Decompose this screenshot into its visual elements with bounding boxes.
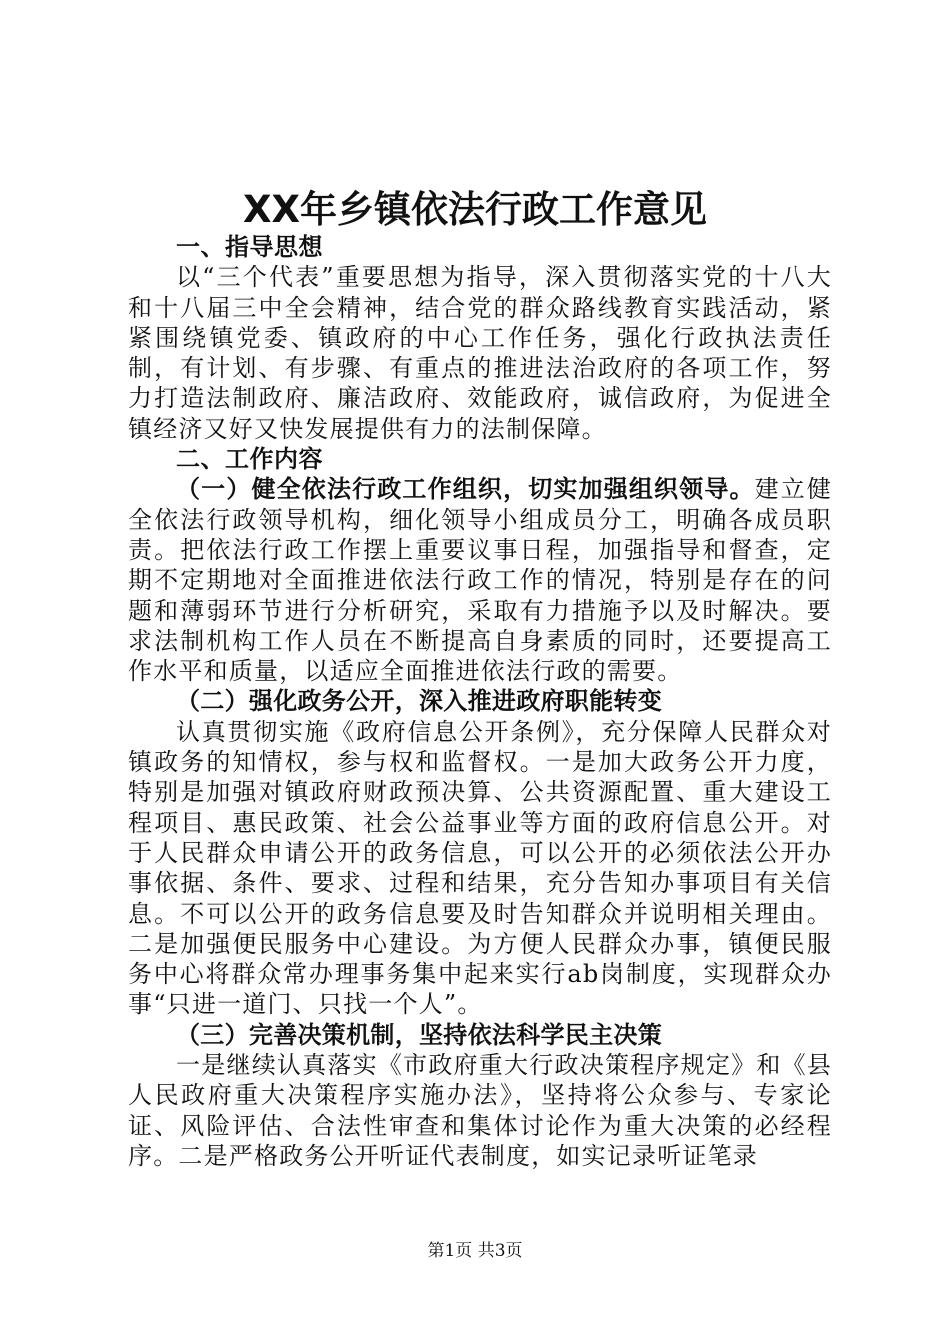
- page-footer: 第1页 共3页: [427, 1241, 523, 1261]
- paragraph-item-2: 认真贯彻实施《政府信息公开条例》，充分保障人民群众对镇政务的知情权，参与权和监督权。一是加大政务公开力度，特别是加强对镇政府财政预决算、公共资源配置、重大建设工程项目、惠民政策、社会公益事业等方面的政府信息公开。对于人民群众申请公开的政务信息，可以公开的必须依法公开办事依据、条件、要求、过程和结果，充分告知办事项目有关信息。不可以公开的政务信息要及时告知群众并说明相关理由。二是加强便民服务中心建设。为方便人民群众办事，镇便民服务中心将群众常办理事务集中起来实行ab岗制度，实现群众办事“只进一道门、只找一个人”。: [128, 717, 832, 1019]
- item-2-heading: （二）强化政务公开，深入推进政府职能转变: [176, 687, 662, 716]
- paragraph-item-1: [128, 474, 832, 686]
- item-3-heading: （三）完善决策机制，坚持依法科学民主决策: [176, 1020, 662, 1049]
- section-heading-guiding-thought: 一、指导思想: [176, 233, 323, 261]
- item-1-text: 建立健全依法行政领导机构，细化领导小组成员分工，明确各成员职责。把依法行政工作摆上重要议事日程，加强指导和督查，定期不定期地对全面推进依法行政工作的情况，特别是存在的问题和薄弱环节进行分析研究，采取有力措施予以及时解决。要求法制机构工作人员在不断提高自身素质的同时，还要提高工作水平和质量，以适应全面推进依法行政的需要。: [128, 475, 832, 686]
- paragraph-item-3: 一是继续认真落实《市政府重大行政决策程序规定》和《县人民政府重大决策程序实施办法》，坚持将公众参与、专家论证、风险评估、合法性审查和集体讨论作为重大决策的必经程序。二是严格政务公开听证代表制度，如实记录听证笔录: [128, 1051, 832, 1170]
- document-title: XX年乡镇依法行政工作意见: [242, 188, 708, 231]
- paragraph-guiding-thought: 以“三个代表”重要思想为指导，深入贯彻落实党的十八大和十八届三中全会精神，结合党的群众路线教育实践活动，紧紧围绕镇党委、镇政府的中心工作任务，强化行政执法责任制，有计划、有步骤、有重点的推进法治政府的各项工作，努力打造法制政府、廉洁政府、效能政府，诚信政府，为促进全镇经济又好又快发展提供有力的法制保障。: [128, 263, 832, 443]
- item-1-lead: （一）健全依法行政工作组织，切实加强组织领导。: [176, 475, 755, 504]
- section-heading-work-content: 二、工作内容: [176, 445, 323, 474]
- document-body: [128, 232, 832, 1171]
